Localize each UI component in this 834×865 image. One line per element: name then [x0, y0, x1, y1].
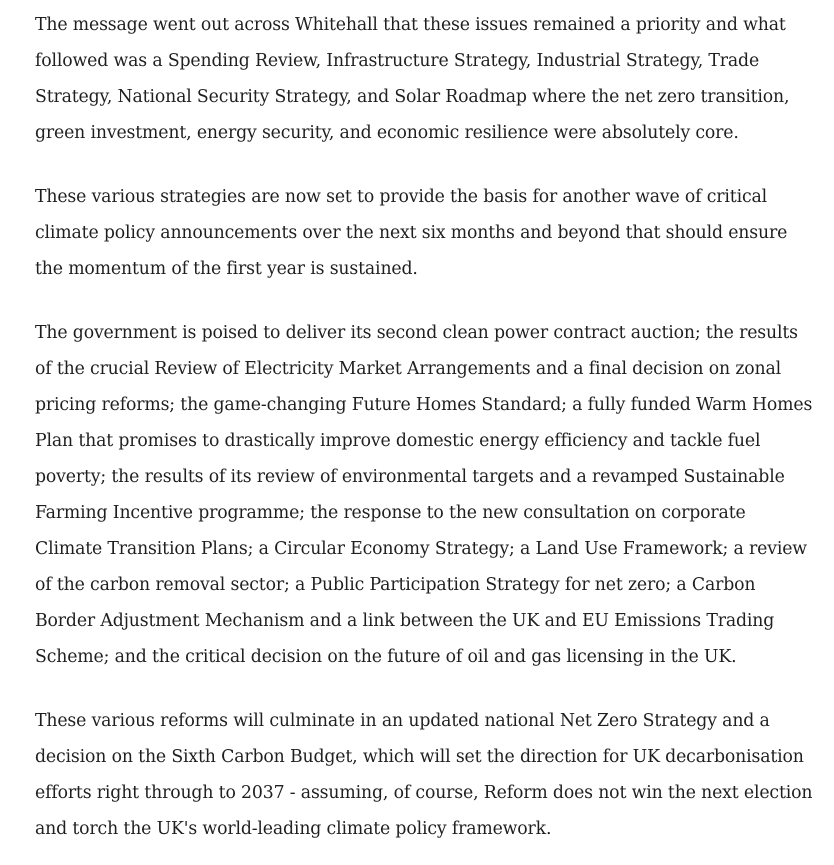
paragraph-net-zero-strategy: These various reforms will culminate in an updated national Net Zero Strategy and a decision on the Sixth Carbon Budget, which will set the direction for UK decarbonisation efforts right through to 2037 - assuming, of course, Reform does not win the next election and torch the UK's world-leading climate policy framework. [35, 711, 813, 839]
paragraph-policy-pipeline: The government is poised to deliver its second clean power contract auction; the results of the crucial Review of Electricity Market Arrangements and a final decision on zonal pricing reforms; the game-changing Future Homes Standard; a fully funded Warm Homes Plan that promises to drastically improve domestic energy efficiency and tackle fuel poverty; the results of its review of environmental targets and a revamped Sustainable Farming Incentive programme; the response to the new consultation on corporate Climate Transition Plans; a Circular Economy Strategy; a Land Use Framework; a review of the carbon removal sector; a Public Participation Strategy for net zero; a Carbon Border Adjustment Mechanism and a link between the UK and EU Emissions Trading Scheme; and the critical decision on the future of oil and gas licensing in the UK. [35, 323, 813, 667]
paragraph-strategies-basis: These various strategies are now set to provide the basis for another wave of critical climate policy announcements over the next six months and beyond that should ensure the momentum of the first year is sustained. [35, 187, 788, 279]
paragraph-whitehall-message: The message went out across Whitehall that these issues remained a priority and what followed was a Spending Review, Infrastructure Strategy, Industrial Strategy, Trade Strategy, National Security Strategy, and Solar Roadmap where the net zero transition, green investment, energy security, and economic resilience were absolutely core. [35, 15, 790, 143]
